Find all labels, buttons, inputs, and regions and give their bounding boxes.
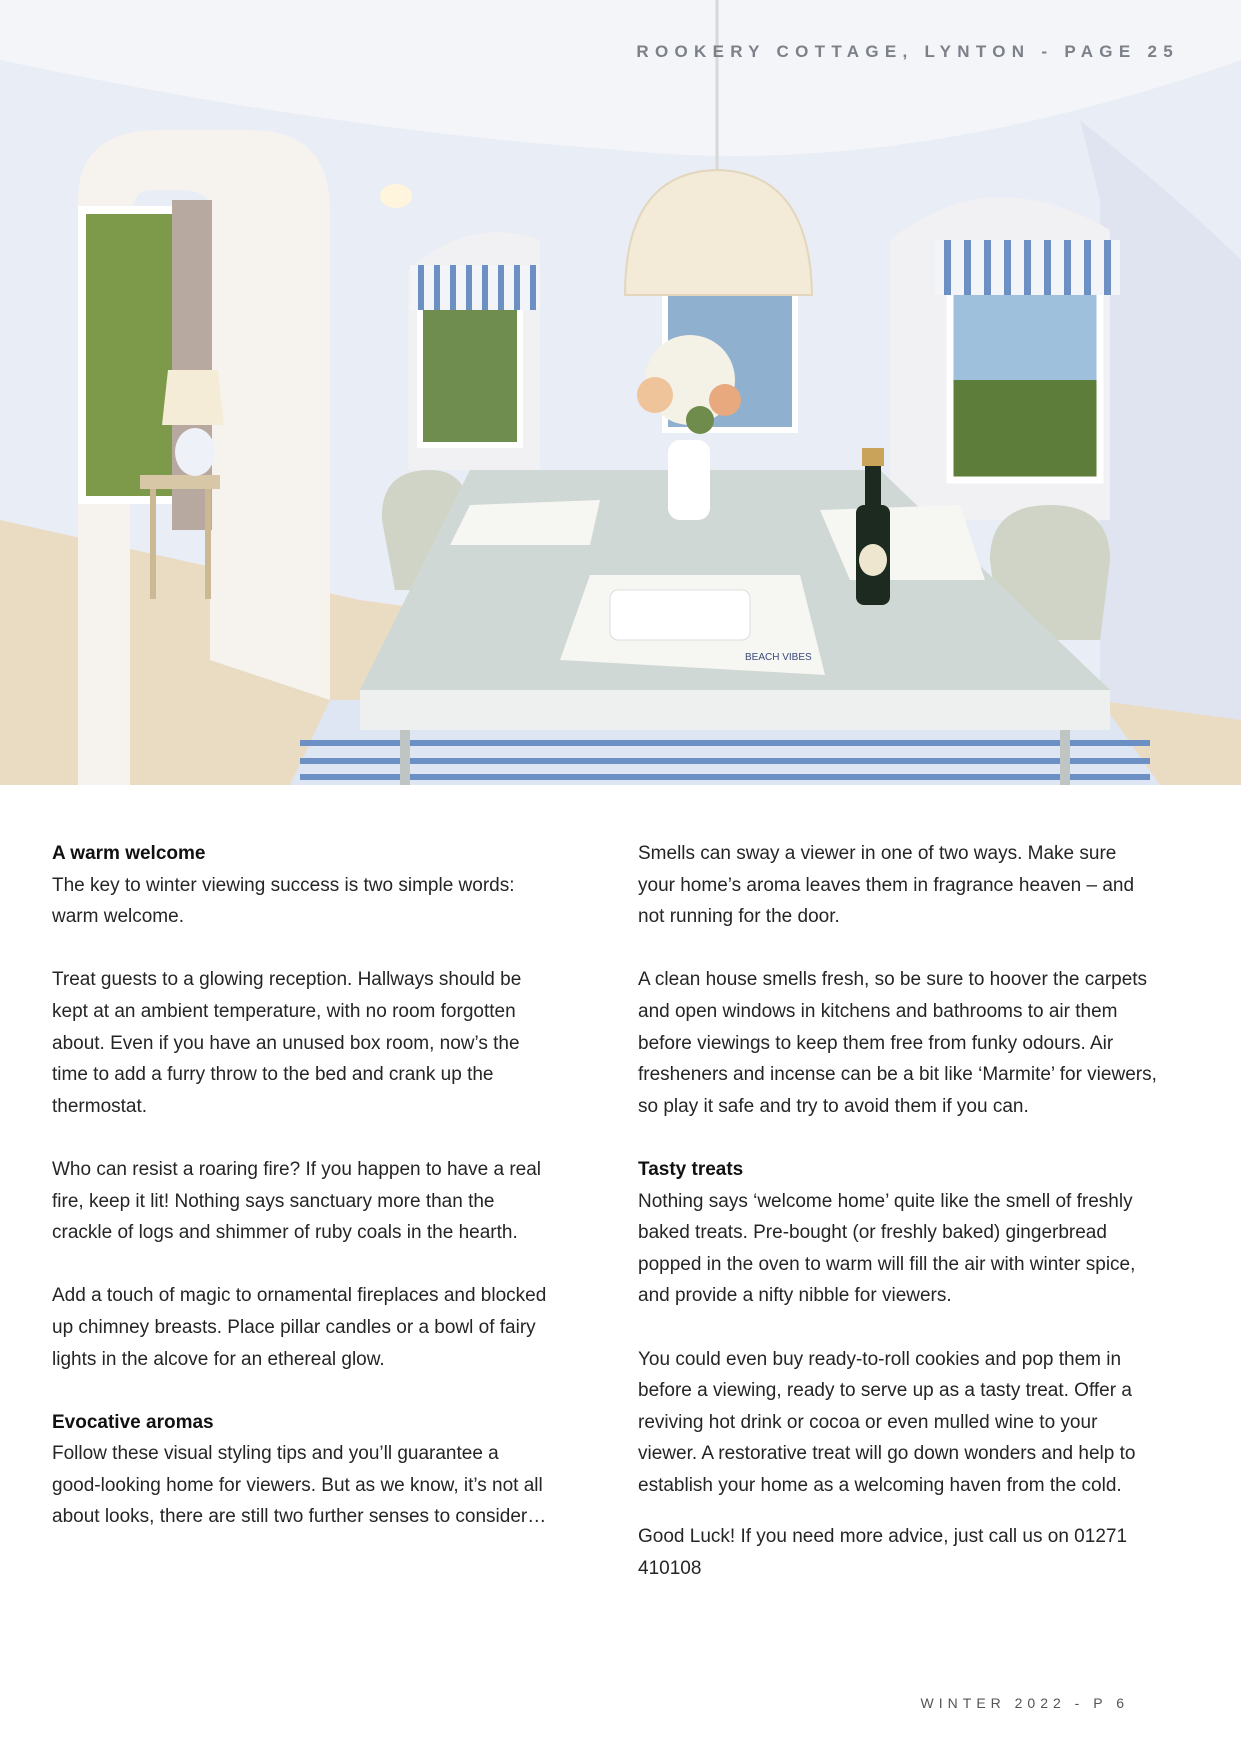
dining-room-illustration — [0, 0, 1241, 785]
flower — [709, 384, 741, 416]
table-leg — [1060, 730, 1070, 785]
paragraph: Treat guests to a glowing reception. Hallways should be kept at an ambient temperature, with no room forgotten about. Even if you have an unused box room, now’s the time to add a furry throw to the bed and crank up the thermostat. — [52, 969, 522, 1117]
side-table — [140, 475, 220, 489]
left-column — [52, 838, 552, 1565]
paragraph: Smells can sway a viewer in one of two ways. Make sure your home’s aroma leaves them in fragrance heaven – and not running for the door. — [638, 843, 1135, 928]
napkin-text: BEACH VIBES — [745, 652, 812, 663]
paragraph: Follow these visual styling tips and you’ll guarantee a good-looking home for viewers. But as we know, it’s not all about looks, there are still two further senses to consider… — [52, 1443, 547, 1528]
table-leg — [400, 730, 410, 785]
flower — [637, 377, 673, 413]
plate — [610, 590, 750, 640]
heading-evocative-aromas: Evocative aromas — [52, 1411, 214, 1433]
heading-warm-welcome: A warm welcome — [52, 843, 206, 864]
hedge — [950, 380, 1100, 480]
hero-photo — [0, 0, 1241, 785]
page-footer: WINTER 2022 - P 6 — [920, 1695, 1129, 1711]
page-header-caption: ROOKERY COTTAGE, LYNTON - PAGE 25 — [636, 42, 1179, 61]
right-column — [638, 838, 1158, 1616]
window-view-left — [420, 305, 520, 445]
blind-left — [410, 265, 540, 310]
table-leg — [150, 489, 156, 599]
leaf — [686, 406, 714, 434]
blind-right — [935, 240, 1120, 295]
wall-sconce — [380, 184, 412, 208]
closing-paragraph: Good Luck! If you need more advice, just call us on 01271 410108 — [638, 1526, 1128, 1580]
table-leg — [205, 489, 211, 599]
paragraph: Nothing says ‘welcome home’ quite like the smell of freshly baked treats. Pre-bought (or freshly baked) gingerbread popped in the oven to warm will fill the air with winter spice, and provide a nifty nibble for viewers. — [638, 1190, 1136, 1307]
paragraph: Add a touch of magic to ornamental fireplaces and blocked up chimney breasts. Place pillar candles or a bowl of fairy lights in the alcove for an ethereal glow. — [52, 1285, 547, 1370]
vase — [668, 440, 710, 520]
heading-tasty-treats: Tasty treats — [638, 1158, 744, 1180]
garden-view — [82, 210, 182, 500]
placemat — [450, 500, 600, 545]
bottle-label — [859, 544, 887, 576]
table-apron — [360, 690, 1110, 730]
bottle-foil — [862, 448, 884, 466]
paragraph: You could even buy ready-to-roll cookies and pop them in before a viewing, ready to serve up as a tasty treat. Offer a reviving hot drink or cocoa or even mulled wine to your viewer. A restorative treat will go down wonders and help to establish your home as a welcoming haven from the cold. — [638, 1348, 1136, 1496]
lamp-base — [175, 428, 215, 476]
lamp-shade — [162, 370, 224, 425]
paragraph: A clean house smells fresh, so be sure to hoover the carpets and open windows in kitchens and bathrooms to air them before viewings to keep them free from funky odours. Air fresheners and incense can be a bit like ‘Marmite’ for viewers, so play it safe and try to avoid them if you can. — [638, 969, 1157, 1117]
paragraph: Who can resist a roaring fire? If you happen to have a real fire, keep it lit! Nothing says sanctuary more than the crackle of logs and shimmer of ruby coals in the hearth. — [52, 1158, 541, 1244]
paragraph: The key to winter viewing success is two simple words: warm welcome. — [52, 874, 515, 928]
